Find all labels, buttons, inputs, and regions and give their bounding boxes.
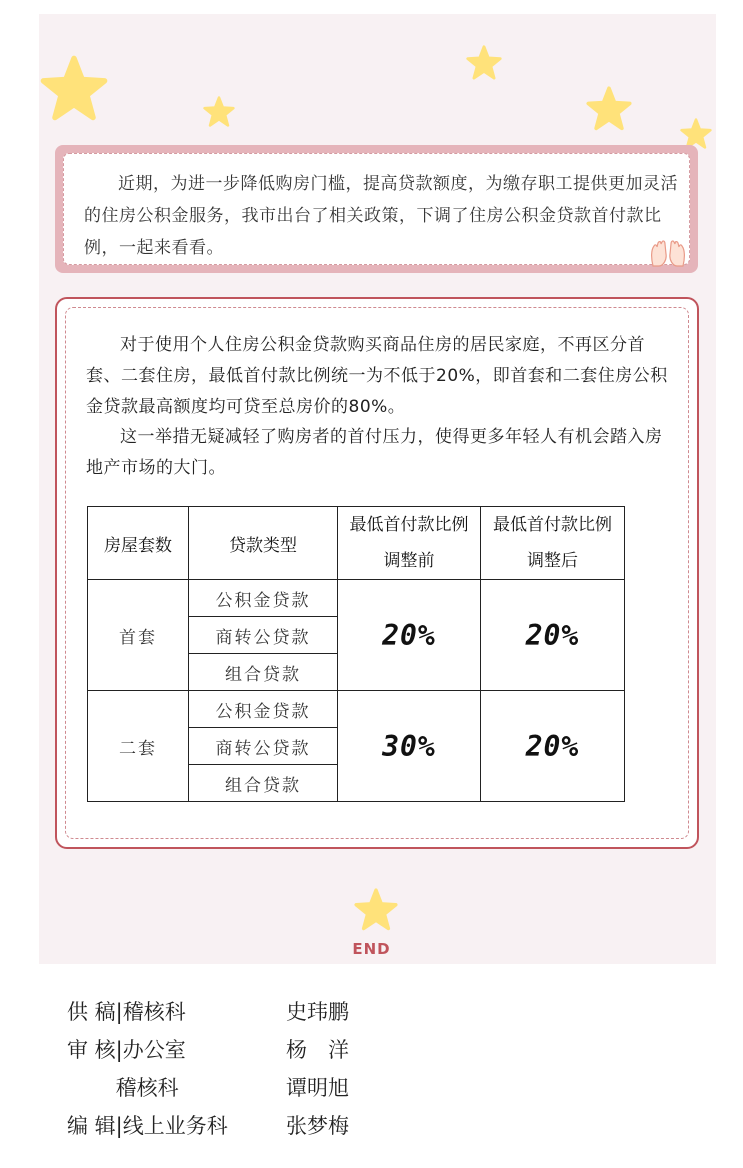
loan-type-cell: 组合贷款 bbox=[189, 765, 338, 802]
after-ratio-second: 20% bbox=[481, 691, 625, 802]
credit-label: 稽核科 bbox=[67, 1076, 179, 1100]
intro-inner-frame bbox=[63, 153, 690, 265]
intro-text: 近期，为进一步降低购房门槛，提高贷款额度，为缴存职工提供更加灵活的住房公积金服务，我市出台了相关政策，下调了住房公积金贷款首付款比例，一起来看看。 bbox=[84, 174, 678, 258]
header-after-line2: 调整后 bbox=[527, 551, 578, 571]
credit-label: 审 核|办公室 bbox=[67, 1038, 186, 1062]
loan-type-cell: 组合贷款 bbox=[189, 654, 338, 691]
intro-box bbox=[55, 145, 698, 273]
credit-name: 史玮鹏 bbox=[286, 1000, 349, 1024]
header-before bbox=[338, 507, 481, 580]
header-after-line1: 最低首付款比例 bbox=[493, 515, 612, 535]
header-loan-type: 贷款类型 bbox=[189, 507, 338, 580]
table-header-row bbox=[88, 507, 625, 580]
before-ratio-second: 30% bbox=[338, 691, 481, 802]
loan-type-cell: 公积金贷款 bbox=[189, 691, 338, 728]
star-icon bbox=[354, 888, 398, 932]
star-icon bbox=[466, 45, 502, 81]
table-row bbox=[88, 691, 625, 728]
policy-paragraph-2: 这一举措无疑减轻了购房者的首付压力，使得更多年轻人有机会踏入房地产市场的大门。 bbox=[86, 427, 663, 478]
policy-paragraph-1: 对于使用个人住房公积金贷款购买商品住房的居民家庭，不再区分首套、二套住房，最低首付款比例统一为不低于20%，即首套和二套住房公积金贷款最高额度均可贷至总房价的80%。 bbox=[86, 335, 668, 417]
credit-label: 供 稿|稽核科 bbox=[67, 1000, 186, 1024]
loan-type-cell: 公积金贷款 bbox=[189, 580, 338, 617]
star-icon bbox=[203, 96, 235, 128]
star-icon bbox=[40, 55, 108, 123]
header-before-line1: 最低首付款比例 bbox=[349, 515, 469, 535]
star-icon bbox=[586, 86, 632, 132]
before-ratio-first: 20% bbox=[338, 580, 481, 691]
credit-name: 谭明旭 bbox=[286, 1076, 349, 1100]
header-house-count: 房屋套数 bbox=[88, 507, 189, 580]
house-second: 二套 bbox=[88, 691, 189, 802]
after-ratio-first: 20% bbox=[481, 580, 625, 691]
credit-label: 编 辑|线上业务科 bbox=[67, 1114, 228, 1138]
credit-name: 杨 洋 bbox=[286, 1038, 349, 1062]
header-after bbox=[481, 507, 625, 580]
loan-type-cell: 商转公贷款 bbox=[189, 617, 338, 654]
credit-name: 张梦梅 bbox=[286, 1114, 349, 1138]
table-row bbox=[88, 580, 625, 617]
policy-inner-frame bbox=[65, 307, 689, 839]
hands-icon bbox=[649, 238, 687, 268]
header-before-line2: 调整前 bbox=[383, 551, 435, 571]
end-label: END bbox=[352, 940, 391, 958]
policy-box bbox=[55, 297, 699, 849]
house-first: 首套 bbox=[88, 580, 189, 691]
loan-type-cell: 商转公贷款 bbox=[189, 728, 338, 765]
down-payment-table bbox=[87, 506, 625, 802]
